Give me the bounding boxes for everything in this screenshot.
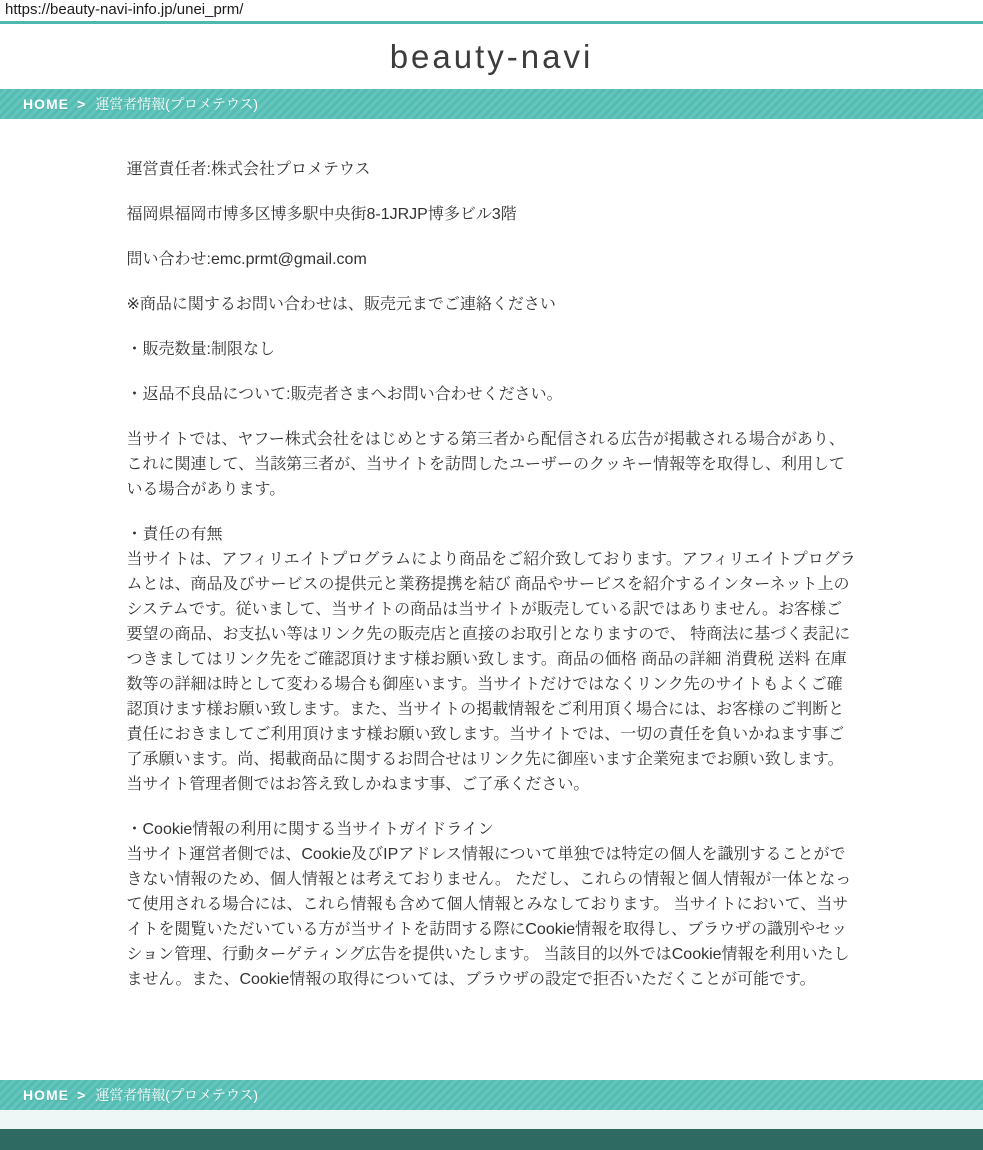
breadcrumb-home-link[interactable]: HOME bbox=[23, 96, 69, 112]
cookie-guideline-block bbox=[127, 817, 857, 992]
cookie-guideline-heading: ・Cookie情報の利用に関する当サイトガイドライン bbox=[126, 821, 494, 838]
product-inquiry-note: ※商品に関するお問い合わせは、販売元までご連絡ください bbox=[126, 296, 556, 313]
browser-address-bar[interactable]: https://beauty-navi-info.jp/unei_prm/ bbox=[0, 0, 983, 21]
breadcrumb-current-page: 運営者情報(プロメテウス) bbox=[95, 1087, 259, 1103]
liability-body: 当サイトは、アフィリエイトプログラムにより商品をご紹介致しております。アフィリエイトプログラムとは、商品及びサービスの提供元と業務提携を結び 商品やサービスを紹介するインターネット上のシステムです。従いまして、当サイトの商品は当サイトが販売している訳ではありません。お客様ご要望の商品、お支払い等はリンク先の販売店と直接のお取引となりますので、 特商法に基づく表記につきましてはリンク先をご確認頂けます様お願い致します。商品の価格 商品の詳細 消費税 送料 在庫数等の詳細は時として変わる場合も御座います。当サイトだけではなくリンク先のサイトもよくご確認頂けます様お願い致します。また、当サイトの掲載情報をご利用頂く場合には、お客様のご判断と責任におきましてご利用頂けます様お願い致します。当サイトでは、一切の責任を負いかねます事ご了承願います。尚、掲載商品に関するお問合せはリンク先に御座います企業宛までお願い致します。当サイト管理者側ではお答え致しかねます事、ご了承ください。 bbox=[126, 551, 856, 793]
returns-line: ・返品不良品について:販売者さまへお問い合わせください。 bbox=[126, 386, 563, 403]
breadcrumb-home-link[interactable]: HOME bbox=[23, 1087, 69, 1103]
site-header bbox=[0, 24, 983, 89]
breadcrumb-separator: > bbox=[77, 1087, 86, 1103]
sales-quantity-line: ・販売数量:制限なし bbox=[126, 341, 275, 358]
pre-footer-gap bbox=[0, 1110, 983, 1129]
operator-info-content bbox=[127, 119, 857, 1080]
liability-heading: ・責任の有無 bbox=[126, 526, 223, 543]
address-line: 福岡県福岡市博多区博多駅中央街8-1JRJP博多ビル3階 bbox=[126, 206, 517, 223]
site-footer bbox=[0, 1129, 983, 1150]
cookie-guideline-body: 当サイト運営者側では、Cookie及びIPアドレス情報について単独では特定の個人を識別することができない情報のため、個人情報とは考えておりません。 ただし、これらの情報と個人情報が一体となって使用される場合には、これら情報も含めて個人情報とみなしております。 当サイトにおいて、当サイトを閲覧いただいている方が当サイトを訪問する際にCookie情報を取得し、ブラウザの識別やセッション管理、行動ターゲティング広告を提供いたします。 当該目的以外ではCookie情報を利用いたしません。また、Cookie情報の取得については、ブラウザの設定で拒否いただくことが可能です。 bbox=[126, 846, 852, 988]
breadcrumb-current-page: 運営者情報(プロメテウス) bbox=[95, 96, 259, 112]
operator-line: 運営責任者:株式会社プロメテウス bbox=[126, 161, 371, 178]
liability-block bbox=[127, 522, 857, 797]
site-title: beauty-navi bbox=[389, 37, 594, 75]
third-party-ads-paragraph: 当サイトでは、ヤフー株式会社をはじめとする第三者から配信される広告が掲載される場合があり、これに関連して、当該第三者が、当サイトを訪問したユーザーのクッキー情報等を取得し、利用している場合があります。 bbox=[126, 431, 846, 498]
contact-line: 問い合わせ:emc.prmt@gmail.com bbox=[126, 251, 367, 268]
breadcrumb-separator: > bbox=[77, 96, 86, 112]
breadcrumb-bottom bbox=[0, 1080, 983, 1110]
breadcrumb-top bbox=[0, 89, 983, 119]
